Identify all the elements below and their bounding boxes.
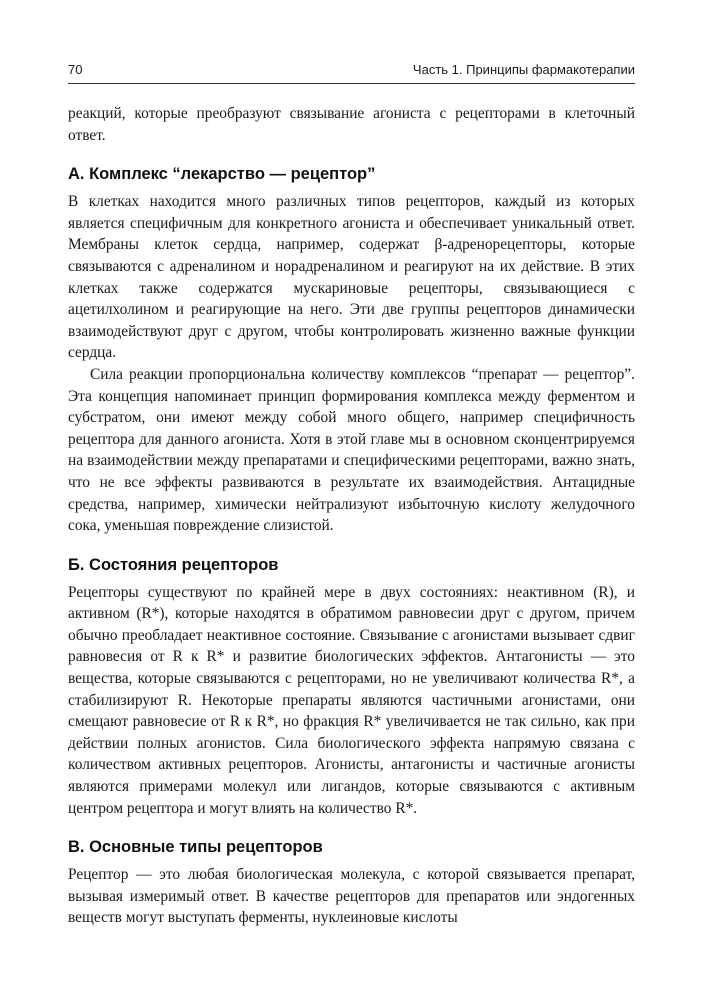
page-header	[68, 60, 635, 82]
section-a-heading: А. Комплекс “лекарство — рецептор”	[68, 165, 376, 184]
page-body	[68, 103, 635, 929]
running-title: Часть 1. Принципы фармакотерапии	[412, 62, 635, 77]
intro-paragraph: реакций, которые преобразуют связывание агониста с рецепторами в клеточный ответ.	[68, 105, 635, 144]
section-a-paragraph-1: В клетках находится много различных типов рецепторов, каждый из которых является специфичным для конкретного агониста и обеспечивает уникальный ответ. Мембраны клеток сердца, например, содержат β-адренорецепторы, которые связываются с адреналином и норадреналином и реагируют на их действие. В этих клетках также содержатся мускариновые рецепторы, связывающиеся с ацетилхолином и реагирующие на него. Эти две группы рецепторов динамически взаимодействуют друг с другом, чтобы контролировать жизненно важные функции сердца.	[68, 193, 635, 362]
section-c-paragraph-1: Рецептор — это любая биологическая молекула, с которой связывается препарат, вызывая измеримый ответ. В качестве рецепторов для препаратов или эндогенных веществ могут выступать ферменты, нуклеиновые кислоты	[68, 866, 635, 927]
page-number: 70	[68, 62, 83, 77]
section-a-paragraph-2: Сила реакции пропорциональна количеству комплексов “препарат — рецептор”. Эта концепция напоминает принцип формирования комплекса между ферментом и субстратом, они имеют между собой много общего, например специфичность рецептора для данного агониста. Хотя в этой главе мы в основном сконцентрируемся на взаимодействии между препаратами и специфическими рецепторами, важно знать, что не все эффекты развиваются в результате их взаимодействия. Антацидные средства, например, химически нейтрализуют избыточную кислоту желудочного сока, уменьшая повреждение слизистой.	[68, 365, 635, 535]
section-b-paragraph-1: Рецепторы существуют по крайней мере в двух состояниях: неактивном (R), и активном (R*), которые находятся в обратимом равновесии друг с другом, причем обычно преобладает неактивное состояние. Связывание с агонистами вызывает сдвиг равновесия от R к R* и развитие биологических эффектов. Антагонисты — это вещества, которые связываются с рецепторами, но не увеличивают количества R*, а стабилизируют R. Некоторые препараты являются частичными агонистами, они смещают равновесие от R к R*, но фракция R* увеличивается не так сильно, как при действии полных агонистов. Сила биологического эффекта напрямую связана с количеством активных рецепторов. Агонисты, антагонисты и частичные агонисты являются примерами молекул или лигандов, которые связываются с активным центром рецептора и могут влиять на количество R*.	[68, 583, 635, 817]
section-c-heading: В. Основные типы рецепторов	[68, 838, 323, 857]
section-b-heading: Б. Состояния рецепторов	[68, 555, 279, 574]
header-divider	[68, 83, 635, 84]
